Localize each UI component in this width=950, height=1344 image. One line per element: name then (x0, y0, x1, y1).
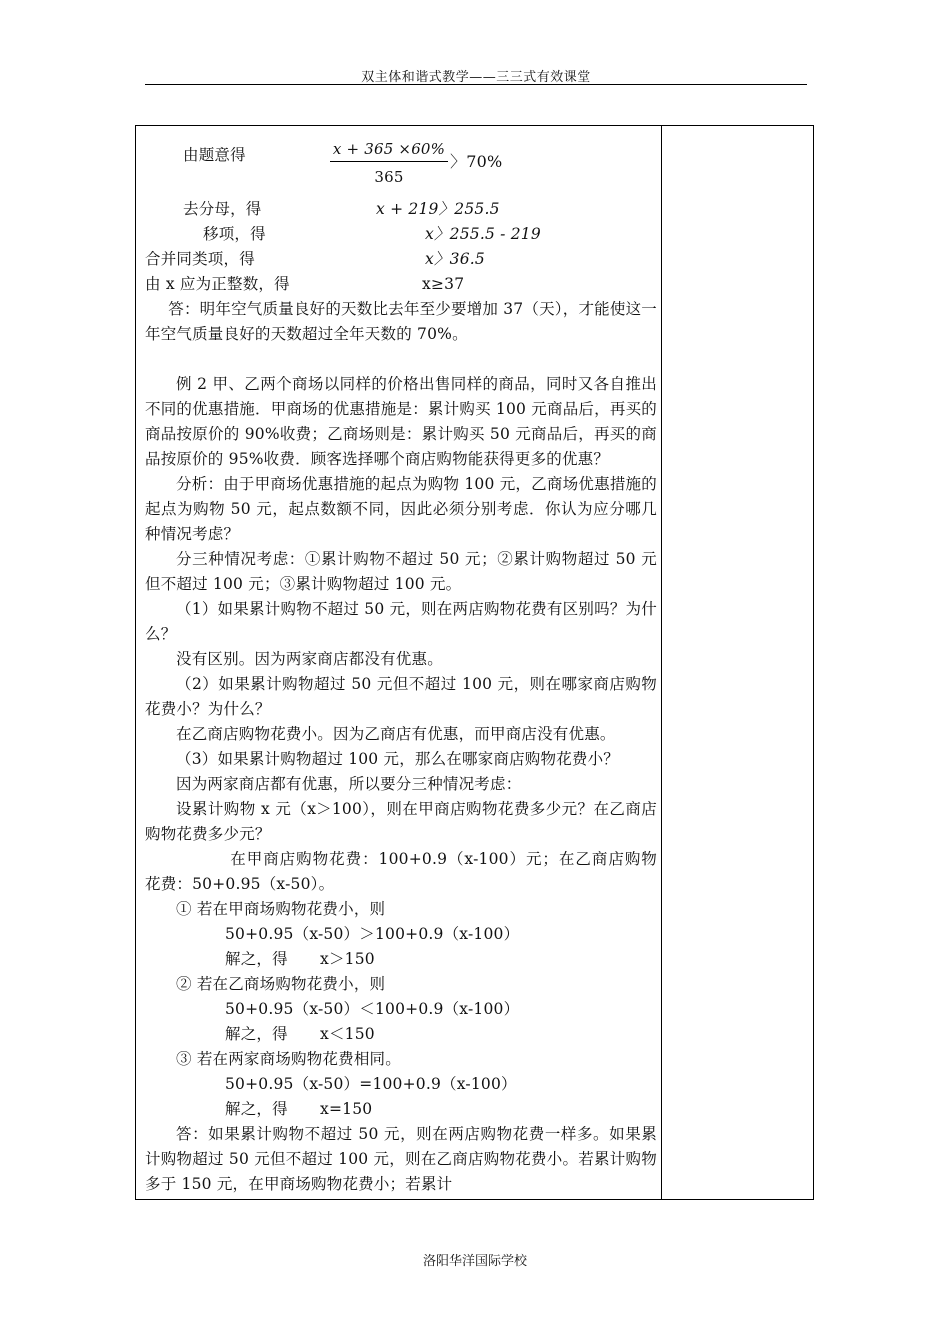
step-label: 移项，得 (203, 225, 266, 243)
answer-2: 在乙商店购物花费小。因为乙商店有优惠，而甲商店没有优惠。 (176, 725, 616, 743)
costs-paragraph: 在甲商店购物花费：100+0.9（x-100）元；在乙商店购物花费：50+0.95（x-50）。 (145, 850, 657, 893)
case-3-equation: 50+0.95（x-50）=100+0.9（x-100） (225, 1075, 517, 1093)
intro-label: 由题意得 (183, 146, 246, 164)
step-label: 合并同类项，得 (145, 250, 255, 268)
example-analysis: 分析：由于甲商场优惠措施的起点为购物 100 元，乙商场优惠措施的起点为购物 50 元，起点数额不同，因此必须分别考虑．你认为应分哪几种情况考虑？ (145, 475, 657, 543)
answer-paragraph: 答：明年空气质量良好的天数比去年至少要增加 37（天），才能使这一年空气质量良好的天数超过全年天数的 70%。 (145, 300, 657, 343)
case-1-inequality: 50+0.95（x-50）＞100+0.9（x-100） (225, 925, 520, 943)
answer-3-intro: 因为两家商店都有优惠，所以要分三种情况考虑： (176, 775, 522, 793)
fraction-comparison: 〉70% (450, 152, 503, 171)
step-integer (145, 272, 657, 297)
header-rule (145, 84, 807, 85)
step-combine (145, 247, 657, 272)
question-1: （1）如果累计购物不超过 50 元，则在两店购物花费有区别吗？为什么？ (145, 600, 657, 643)
step-expression: x〉36.5 (425, 250, 485, 268)
fraction-denominator: 365 (374, 168, 404, 186)
page-footer: 洛阳华洋国际学校 (422, 1254, 527, 1269)
table-column-divider (661, 125, 662, 1200)
solve-label: 解之，得 (225, 1100, 288, 1118)
question-2: （2）如果累计购物超过 50 元但不超过 100 元，则在哪家商店购物花费小？为什么？ (145, 675, 657, 718)
inequality-fraction-row (145, 137, 657, 197)
fraction-numerator: x + 365 ×60% (332, 140, 446, 158)
page-header: 双主体和谐式教学——三三式有效课堂 (361, 70, 591, 85)
case-2-solution (145, 1022, 657, 1047)
final-answer: 答：如果累计购物不超过 50 元，则在两店购物花费一样多。如果累计购物超过 50 元但不超过 100 元，则在乙商店购物花费小。若累计购物多于 150 元，在甲商场购物花费小；若累计 (145, 1125, 657, 1193)
solve-label: 解之，得 (225, 1025, 288, 1043)
step-expression: x〉255.5 - 219 (425, 225, 541, 243)
solve-label: 解之，得 (225, 950, 288, 968)
setup-paragraph: 设累计购物 x 元（x＞100），则在甲商店购物花费多少元？在乙商店购物花费多少元？ (145, 800, 657, 843)
case-2-title: ② 若在乙商场购物花费小，则 (176, 975, 386, 993)
step-expression: x≥37 (422, 275, 465, 293)
case-3-solution (145, 1097, 657, 1122)
fraction (330, 137, 448, 189)
solve-result: x=150 (320, 1100, 373, 1118)
fraction-bar (330, 161, 448, 162)
step-label: 去分母，得 (183, 200, 262, 218)
step-label: 由 x 应为正整数，得 (145, 275, 290, 293)
case-3-title: ③ 若在两家商场购物花费相同。 (176, 1050, 401, 1068)
question-3: （3）如果累计购物超过 100 元，那么在哪家商店购物花费小？ (176, 750, 620, 768)
lesson-content (145, 137, 657, 1197)
solve-result: x＞150 (320, 950, 375, 968)
example-cases: 分三种情况考虑：①累计购物不超过 50 元；②累计购物超过 50 元但不超过 100 元；③累计购物超过 100 元。 (145, 550, 657, 593)
example-problem: 例 2 甲、乙两个商场以同样的价格出售同样的商品，同时又各自推出不同的优惠措施．甲商场的优惠措施是：累计购买 100 元商品后，再买的商品按原价的 90%收费；乙商场则是：累计购买 50 元商品后，再买的商品按原价的 95%收费．顾客选择哪个商店购物能获得更多的优惠？ (145, 375, 657, 468)
answer-1: 没有区别。因为两家商店都没有优惠。 (176, 650, 443, 668)
case-2-inequality: 50+0.95（x-50）＜100+0.9（x-100） (225, 1000, 520, 1018)
case-1-solution (145, 947, 657, 972)
step-transpose (145, 222, 657, 247)
case-1-title: ① 若在甲商场购物花费小，则 (176, 900, 386, 918)
step-expression: x + 219〉255.5 (376, 200, 500, 218)
solve-result: x＜150 (320, 1025, 375, 1043)
step-clear-denominator (145, 197, 657, 222)
